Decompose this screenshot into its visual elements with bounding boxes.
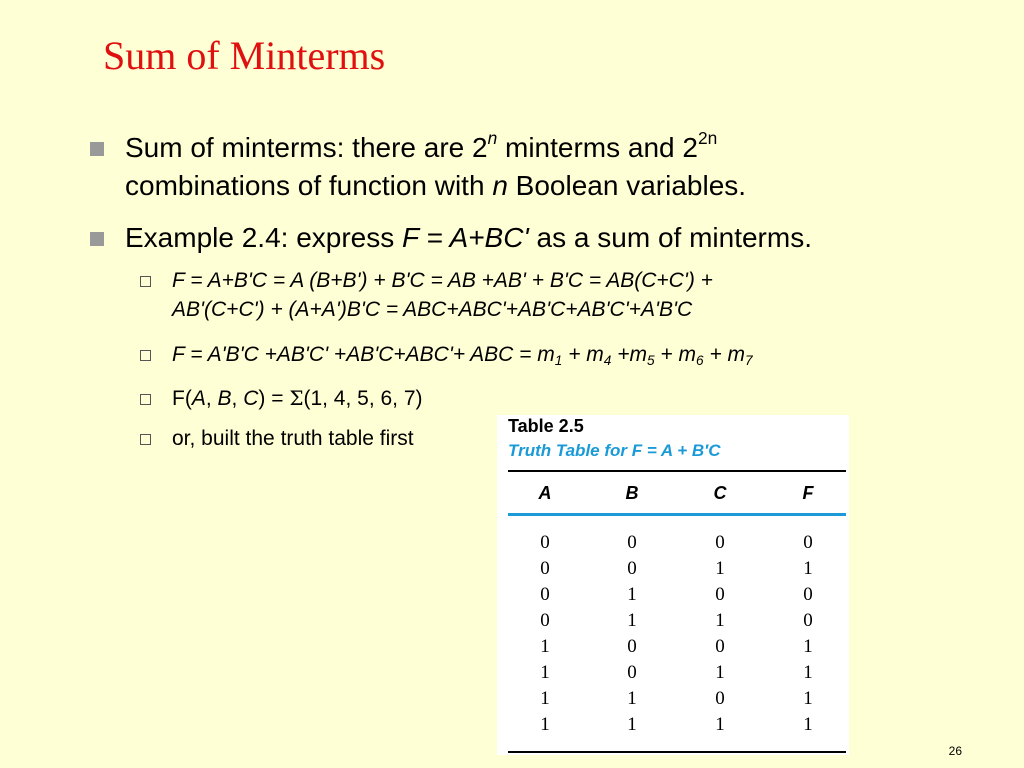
bullet-text: or, built the truth table first bbox=[172, 427, 414, 450]
sub-bullet-marker bbox=[140, 394, 151, 405]
table-cell: 0 bbox=[627, 532, 637, 553]
table-cell: 1 bbox=[540, 636, 550, 657]
table-cell: 1 bbox=[803, 662, 813, 683]
minterm-list: (1, 4, 5, 6, 7) bbox=[303, 387, 423, 410]
slide-title: Sum of Minterms bbox=[103, 33, 386, 78]
subscript: 7 bbox=[745, 353, 753, 369]
variable: B bbox=[217, 387, 232, 410]
table-cell: 0 bbox=[540, 584, 550, 605]
column-header-f: F bbox=[802, 483, 814, 503]
column-header-c: C bbox=[713, 483, 727, 503]
table-cell: 0 bbox=[540, 558, 550, 579]
table-rule-bottom bbox=[508, 751, 846, 753]
table-cell: 0 bbox=[715, 584, 725, 605]
expression-line: AB'(C+C') + (A+A')B'C = ABC+ABC'+AB'C+AB'C'+A'B'C bbox=[172, 298, 693, 321]
table-label: Table 2.5 bbox=[508, 416, 584, 436]
expression: + m bbox=[562, 343, 604, 366]
subscript: 4 bbox=[603, 353, 612, 369]
table-cell: 1 bbox=[627, 688, 637, 709]
table-cell: 1 bbox=[803, 688, 813, 709]
table-cell: 1 bbox=[540, 688, 550, 709]
sub-bullet-marker bbox=[140, 350, 151, 361]
expression: ) = bbox=[258, 387, 290, 410]
table-cell: 1 bbox=[715, 662, 725, 683]
bullet-text: as a sum of minterms. bbox=[528, 222, 812, 253]
expression: m bbox=[537, 343, 555, 366]
table-cell: 0 bbox=[715, 636, 725, 657]
table-cell: 1 bbox=[540, 714, 550, 735]
expression: F( bbox=[172, 387, 192, 410]
sub-bullet-minterms bbox=[172, 340, 952, 369]
superscript: 2n bbox=[697, 127, 718, 148]
bullet-text: Sum of minterms: there are 2 bbox=[125, 132, 488, 163]
table-cell: 0 bbox=[627, 636, 637, 657]
table-cell: 0 bbox=[803, 532, 813, 553]
table-cell: 0 bbox=[715, 688, 725, 709]
sub-bullet-expansion bbox=[172, 266, 952, 324]
table-cell: 1 bbox=[627, 584, 637, 605]
table-cell: 0 bbox=[627, 662, 637, 683]
sub-bullet-marker bbox=[140, 276, 151, 287]
bullet-text: combinations of function with bbox=[125, 170, 493, 201]
table-cell: 0 bbox=[540, 532, 550, 553]
bullet-marker bbox=[90, 232, 104, 246]
table-rule-header bbox=[508, 513, 846, 516]
subscript: 5 bbox=[646, 353, 655, 369]
table-cell: 0 bbox=[627, 558, 637, 579]
table-cell: 1 bbox=[627, 714, 637, 735]
table-cell: 1 bbox=[715, 610, 725, 631]
table-caption: Truth Table for F = A + B′C bbox=[508, 441, 721, 460]
table-cell: 0 bbox=[803, 584, 813, 605]
bullet-marker bbox=[90, 142, 104, 156]
variable: C bbox=[243, 387, 259, 410]
expression: +m bbox=[611, 343, 647, 366]
expression: , bbox=[231, 387, 244, 410]
sigma-symbol: Σ bbox=[289, 386, 304, 410]
bullet-minterms-count bbox=[125, 129, 985, 205]
expression: , bbox=[205, 387, 218, 410]
bullet-example bbox=[125, 219, 985, 257]
subscript: 6 bbox=[696, 353, 704, 369]
variable: A bbox=[191, 387, 206, 410]
table-cell: 1 bbox=[803, 714, 813, 735]
bullet-text: Boolean variables. bbox=[507, 170, 747, 201]
table-cell: 1 bbox=[715, 558, 725, 579]
truth-table bbox=[497, 415, 849, 755]
superscript: n bbox=[487, 127, 498, 148]
table-cell: 0 bbox=[540, 610, 550, 631]
page-number: 26 bbox=[948, 744, 962, 758]
expression: + m bbox=[703, 343, 746, 366]
sub-bullet-marker bbox=[140, 434, 151, 445]
table-rule-top bbox=[508, 470, 846, 472]
table-cell: 1 bbox=[803, 558, 813, 579]
table-cell: 0 bbox=[803, 610, 813, 631]
table-cell: 0 bbox=[715, 532, 725, 553]
expression: + m bbox=[654, 343, 697, 366]
table-cell: 1 bbox=[627, 610, 637, 631]
sub-bullet-sigma bbox=[172, 384, 952, 413]
table-cell: 1 bbox=[803, 636, 813, 657]
variable: n bbox=[492, 170, 508, 201]
subscript: 1 bbox=[554, 353, 563, 369]
column-header-a: A bbox=[538, 483, 552, 503]
expression: F = A+BC' bbox=[402, 222, 529, 253]
expression: F = A'B'C +AB'C' +AB'C+ABC'+ ABC = bbox=[172, 343, 538, 366]
bullet-text: minterms and 2 bbox=[497, 132, 698, 163]
table-cell: 1 bbox=[540, 662, 550, 683]
bullet-text: Example 2.4: express bbox=[125, 222, 403, 253]
table-cell: 1 bbox=[715, 714, 725, 735]
expression-line: F = A+B'C = A (B+B') + B'C = AB +AB' + B'C = AB(C+C') + bbox=[172, 269, 713, 292]
column-header-b: B bbox=[625, 483, 639, 503]
